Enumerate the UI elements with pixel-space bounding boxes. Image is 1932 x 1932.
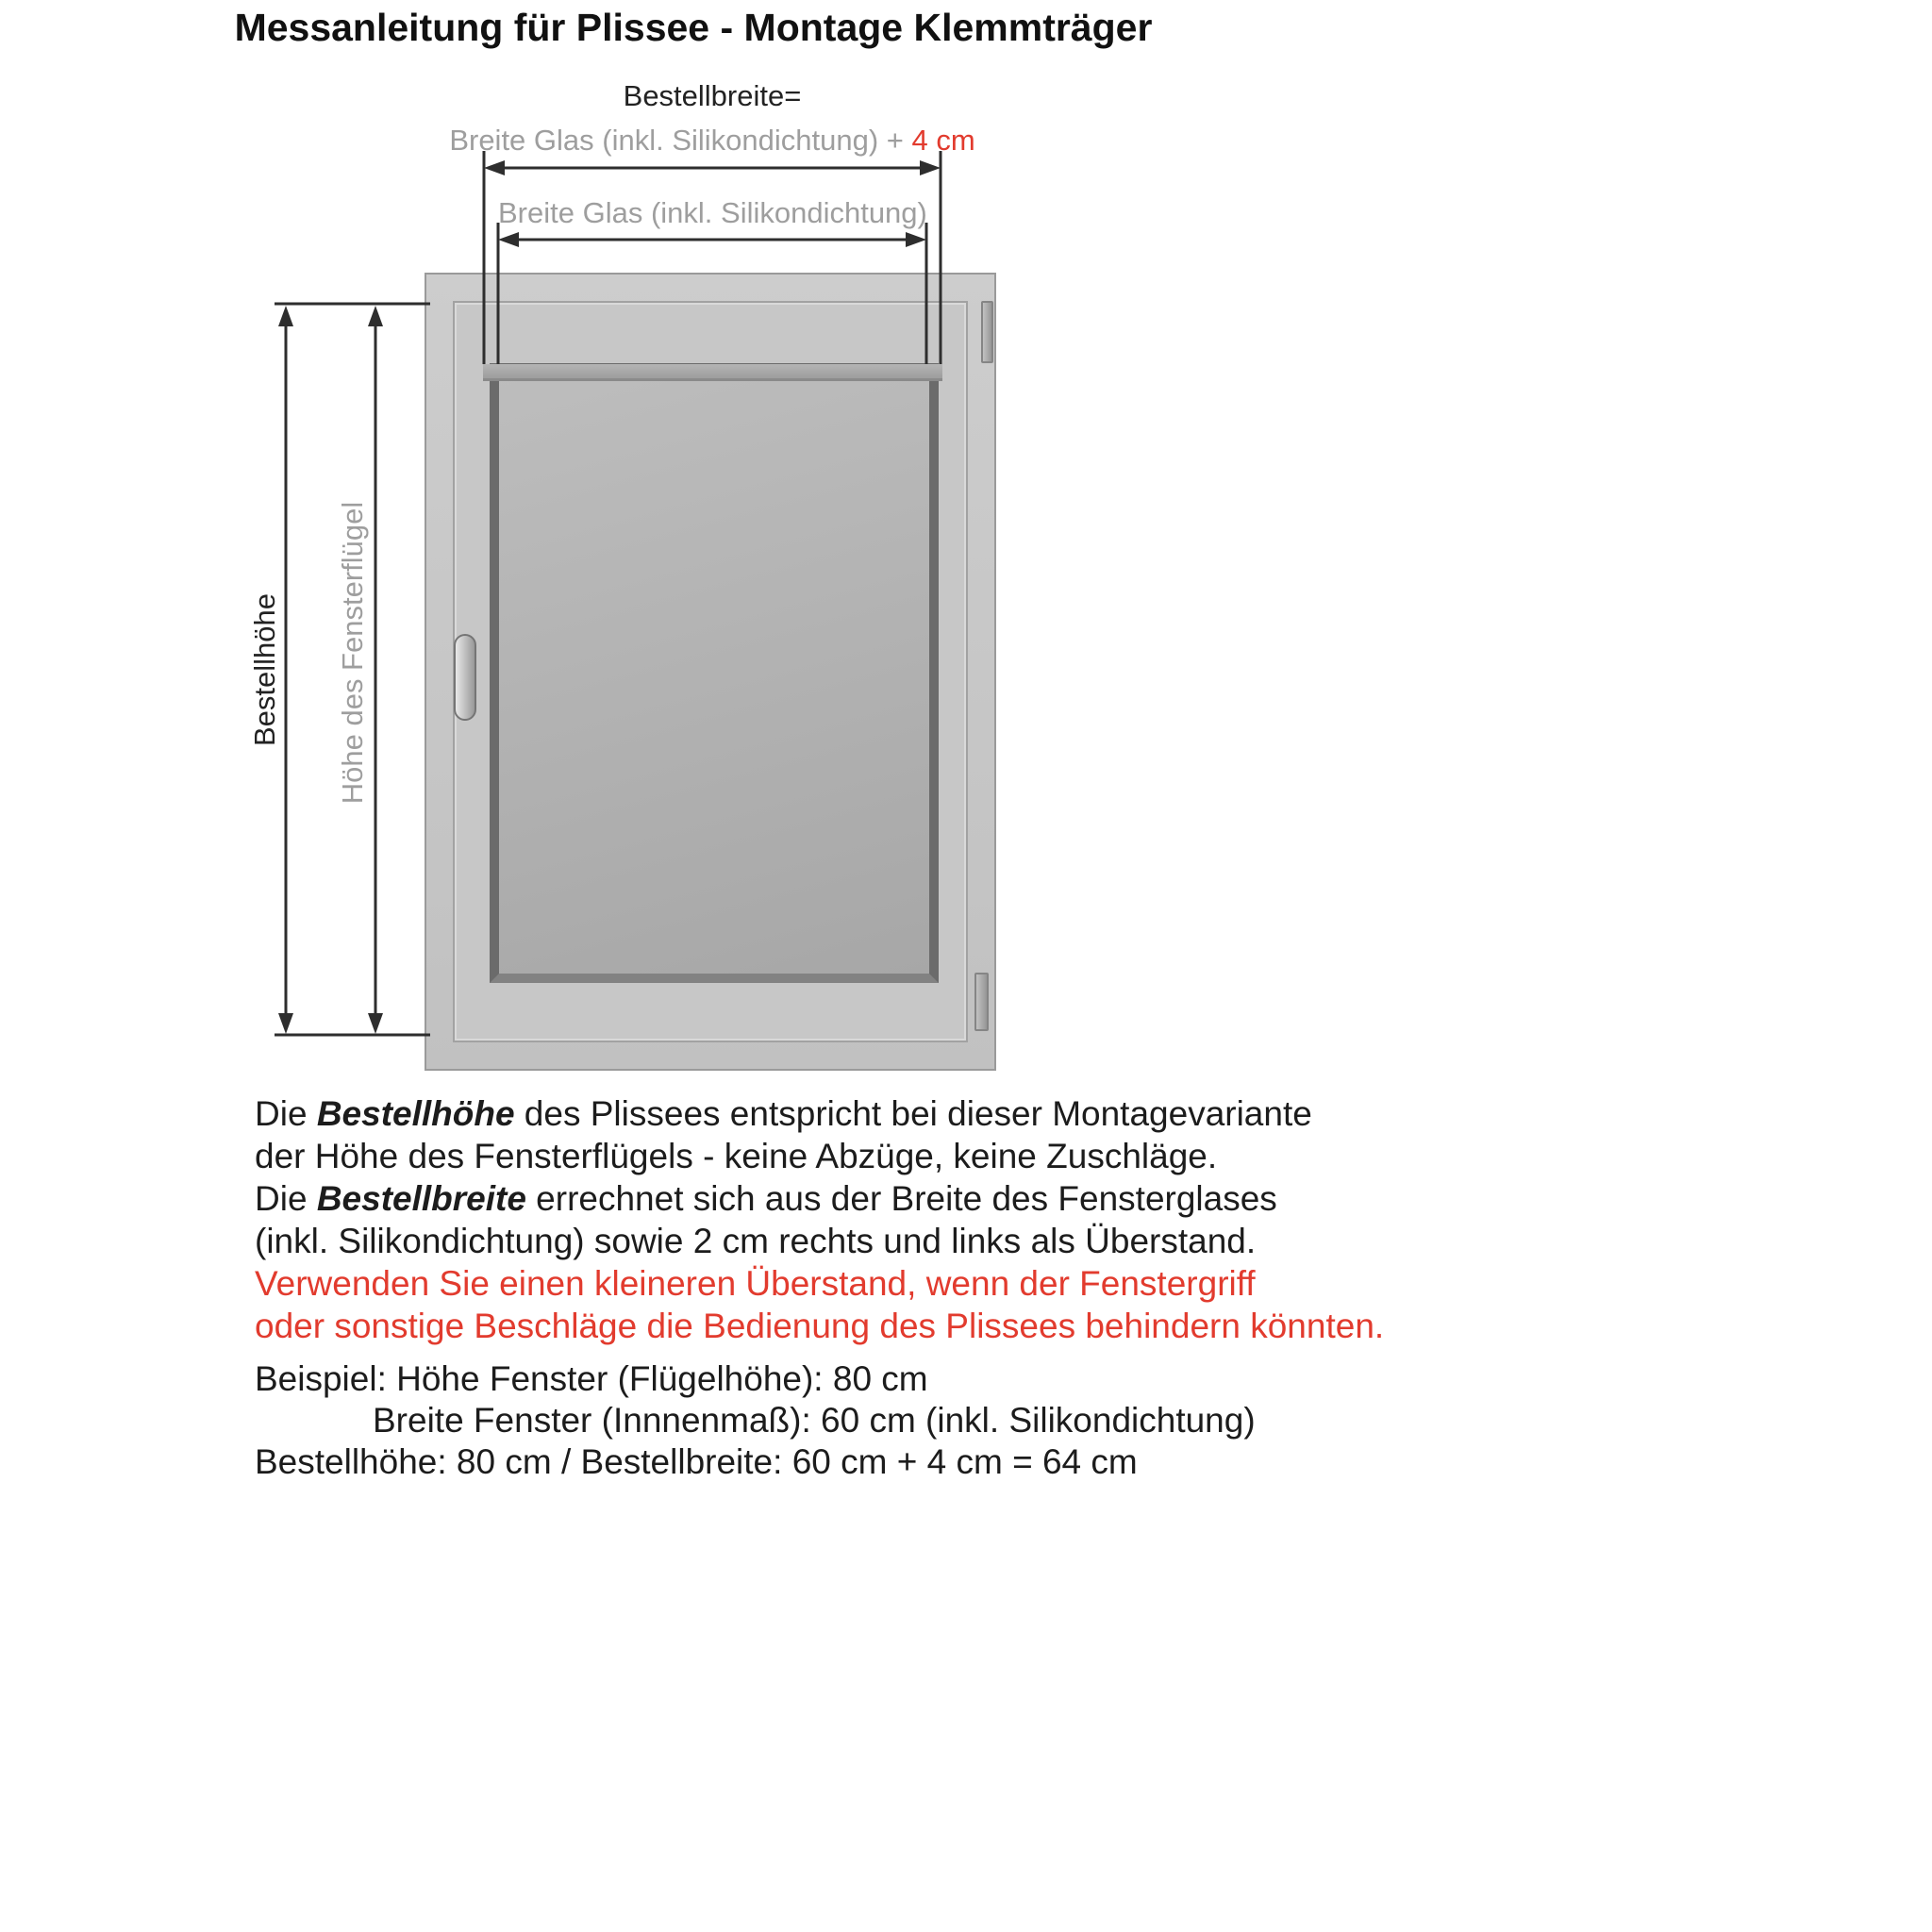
- sash-height-label: Höhe des Fensterflügel: [336, 501, 369, 805]
- outer-width-label: [390, 124, 1035, 158]
- example-line-1: Beispiel: Höhe Fenster (Flügelhöhe): 80 cm: [255, 1359, 928, 1398]
- order-height-term: Bestellhöhe: [316, 1094, 515, 1133]
- order-height-label: Bestellhöhe: [248, 592, 281, 747]
- warning-line-2: oder sonstige Beschläge die Bedienung des Plissees behindern könnten.: [255, 1307, 1385, 1345]
- explanation-line-3: Die Bestellbreite errechnet sich aus der Breite des Fensterglases: [255, 1179, 1277, 1218]
- window-hinge-bottom: [974, 973, 989, 1031]
- inner-width-label: Breite Glas (inkl. Silikondichtung): [498, 196, 927, 229]
- explanation-line-1: Die Bestellhöhe des Plissees entspricht bei dieser Montagevariante: [255, 1094, 1312, 1133]
- explanation-line-4: (inkl. Silikondichtung) sowie 2 cm rechts und links als Überstand.: [255, 1222, 1257, 1260]
- page-title: Messanleitung für Plissee - Montage Klemmträger: [234, 6, 1153, 49]
- warning-line-1: Verwenden Sie einen kleineren Überstand, wenn der Fenstergriff: [255, 1264, 1256, 1303]
- outer-width-label-gray: Breite Glas (inkl. Silikondichtung) +: [449, 124, 912, 157]
- window-handle: [454, 634, 476, 721]
- order-width-label: Bestellbreite=: [623, 79, 802, 112]
- order-width-term: Bestellbreite: [316, 1179, 526, 1218]
- outer-width-label-red: 4 cm: [911, 124, 975, 157]
- explanation-paragraph: [255, 1092, 1443, 1347]
- window-hinge-top: [981, 301, 993, 363]
- example-line-2: Breite Fenster (Innnenmaß): 60 cm (inkl. Silikondichtung): [373, 1401, 1256, 1440]
- window-glass: [490, 363, 939, 983]
- explanation-line-2: der Höhe des Fensterflügels - keine Abzüge, keine Zuschläge.: [255, 1137, 1218, 1175]
- example-block: [255, 1358, 1443, 1483]
- window-outer-frame: [425, 273, 996, 1071]
- plissee-top-rail: [483, 364, 942, 381]
- sash-height-arrow: [368, 306, 383, 1034]
- example-line-3: Bestellhöhe: 80 cm / Bestellbreite: 60 cm + 4 cm = 64 cm: [255, 1442, 1138, 1481]
